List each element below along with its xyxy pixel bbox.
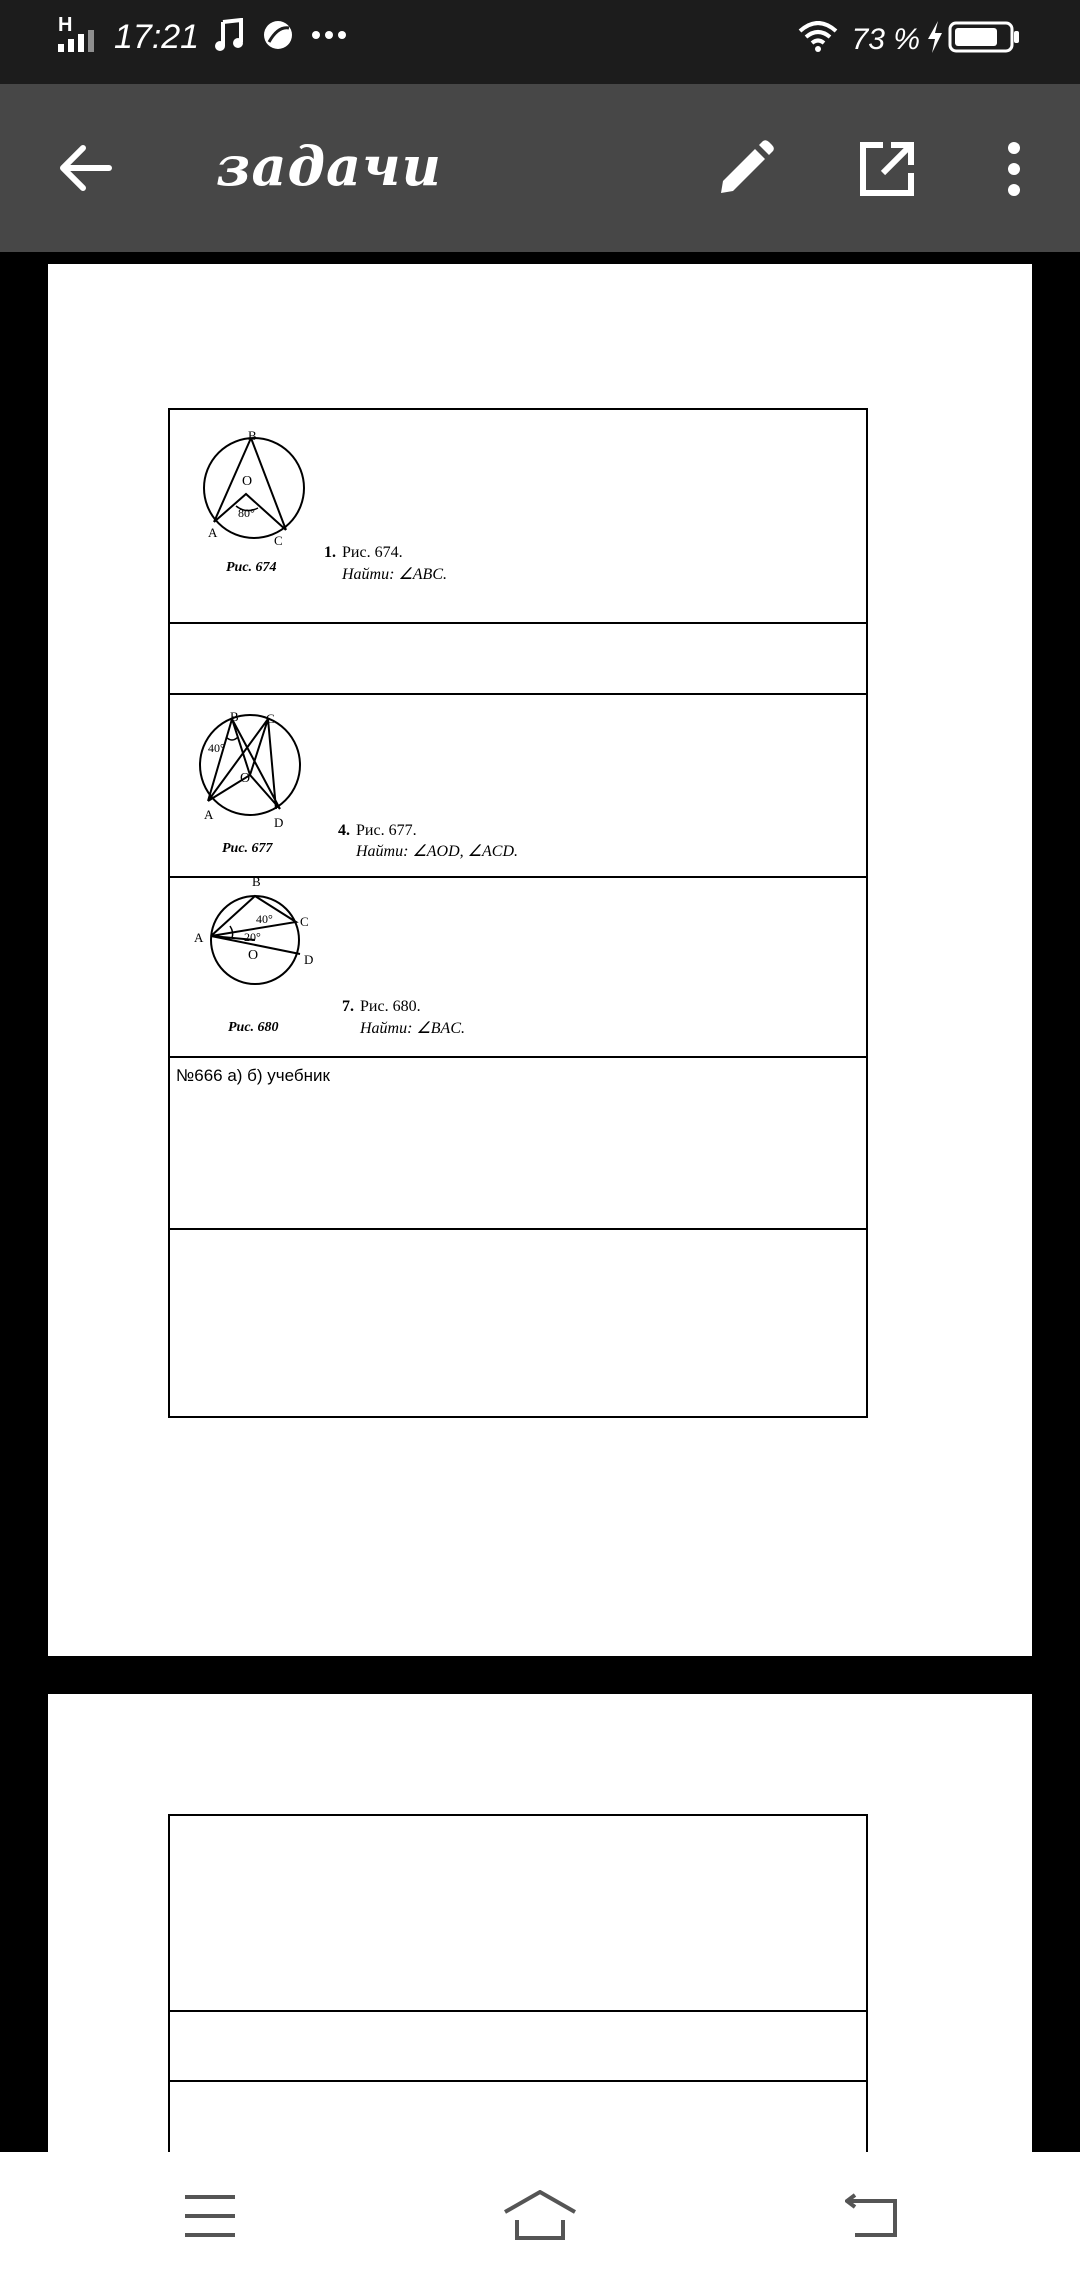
- notification-icon: [261, 18, 295, 57]
- figure-caption: Рис. 680: [228, 1020, 279, 1035]
- task-row-1: [170, 410, 866, 622]
- task-number: 1.: [324, 544, 336, 561]
- page2-row-3: [170, 2080, 866, 2156]
- task-figure-ref: Рис. 677.: [356, 822, 417, 839]
- fig680-label-angle1: 40°: [256, 912, 273, 926]
- textbook-note: №666 а) б) учебник: [176, 1066, 330, 1085]
- task-number: 4.: [338, 822, 350, 839]
- fig674-label-b: B: [248, 428, 257, 443]
- page2-row-2: [170, 2010, 866, 2080]
- overflow-menu-icon[interactable]: [992, 134, 1036, 204]
- battery-percent: 73 %: [851, 22, 920, 56]
- task-find: Найти: ∠ABC.: [342, 566, 447, 583]
- task-figure-ref: Рис. 674.: [342, 544, 403, 561]
- battery-icon: [948, 20, 1020, 59]
- fig677-label-c: C: [266, 711, 275, 726]
- home-icon[interactable]: [502, 2186, 578, 2246]
- fig680-label-b: B: [252, 874, 261, 889]
- task-find: Найти: ∠BAC.: [360, 1020, 465, 1037]
- wifi-icon: [798, 21, 838, 58]
- fig677-label-b: B: [230, 709, 239, 724]
- clock: 17:21: [114, 17, 200, 56]
- back-icon[interactable]: [842, 2188, 902, 2244]
- charging-icon: [926, 21, 944, 58]
- fig674-label-o: O: [242, 474, 253, 489]
- figure-677: [196, 711, 306, 821]
- open-external-icon[interactable]: [852, 134, 922, 204]
- back-arrow-icon[interactable]: [50, 138, 120, 198]
- network-type: H: [58, 14, 73, 36]
- signal-icon: [56, 16, 102, 58]
- menu-lines-icon[interactable]: [180, 2188, 240, 2244]
- fig680-label-d: D: [304, 952, 314, 967]
- more-dots-icon: [311, 28, 347, 46]
- navigation-bar: [0, 2152, 1080, 2280]
- status-right: [798, 20, 1020, 59]
- empty-row-final: [170, 1228, 866, 1416]
- music-note-icon: [215, 18, 245, 57]
- fig680-label-c: C: [300, 914, 309, 929]
- status-left: [56, 16, 347, 58]
- empty-row: [170, 622, 866, 693]
- fig680-label-a: A: [194, 930, 204, 945]
- fig680-label-o: O: [248, 948, 259, 963]
- textbook-row: [170, 1056, 866, 1228]
- task-figure-ref: Рис. 680.: [360, 998, 421, 1015]
- app-bar: [0, 84, 1080, 252]
- task-row-4: [170, 693, 866, 876]
- fig677-label-o: O: [240, 771, 251, 786]
- fig680-label-angle2: 20°: [244, 930, 261, 944]
- edit-pencil-icon[interactable]: [710, 134, 780, 204]
- fig677-label-a: A: [204, 807, 214, 822]
- status-bar: [0, 0, 1080, 84]
- document-page-2: [48, 1694, 1032, 2152]
- task-table: [168, 408, 868, 1418]
- fig677-label-angle: 40°: [208, 741, 225, 755]
- app-title: задачи: [216, 134, 442, 198]
- task-number: 7.: [342, 998, 354, 1015]
- page2-table: [168, 1814, 868, 2154]
- figure-caption: Рис. 677: [222, 841, 273, 856]
- task-find: Найти: ∠AOD, ∠ACD.: [356, 843, 519, 860]
- task-row-7: [170, 876, 866, 1056]
- fig674-label-a: A: [208, 525, 218, 540]
- fig677-label-d: D: [274, 815, 284, 830]
- figure-caption: Рис. 674: [226, 560, 277, 575]
- fig674-label-c: C: [274, 533, 283, 548]
- page2-row-1: [170, 1816, 866, 2010]
- document-page-1: [48, 264, 1032, 1656]
- fig674-label-angle: 80°: [238, 506, 255, 520]
